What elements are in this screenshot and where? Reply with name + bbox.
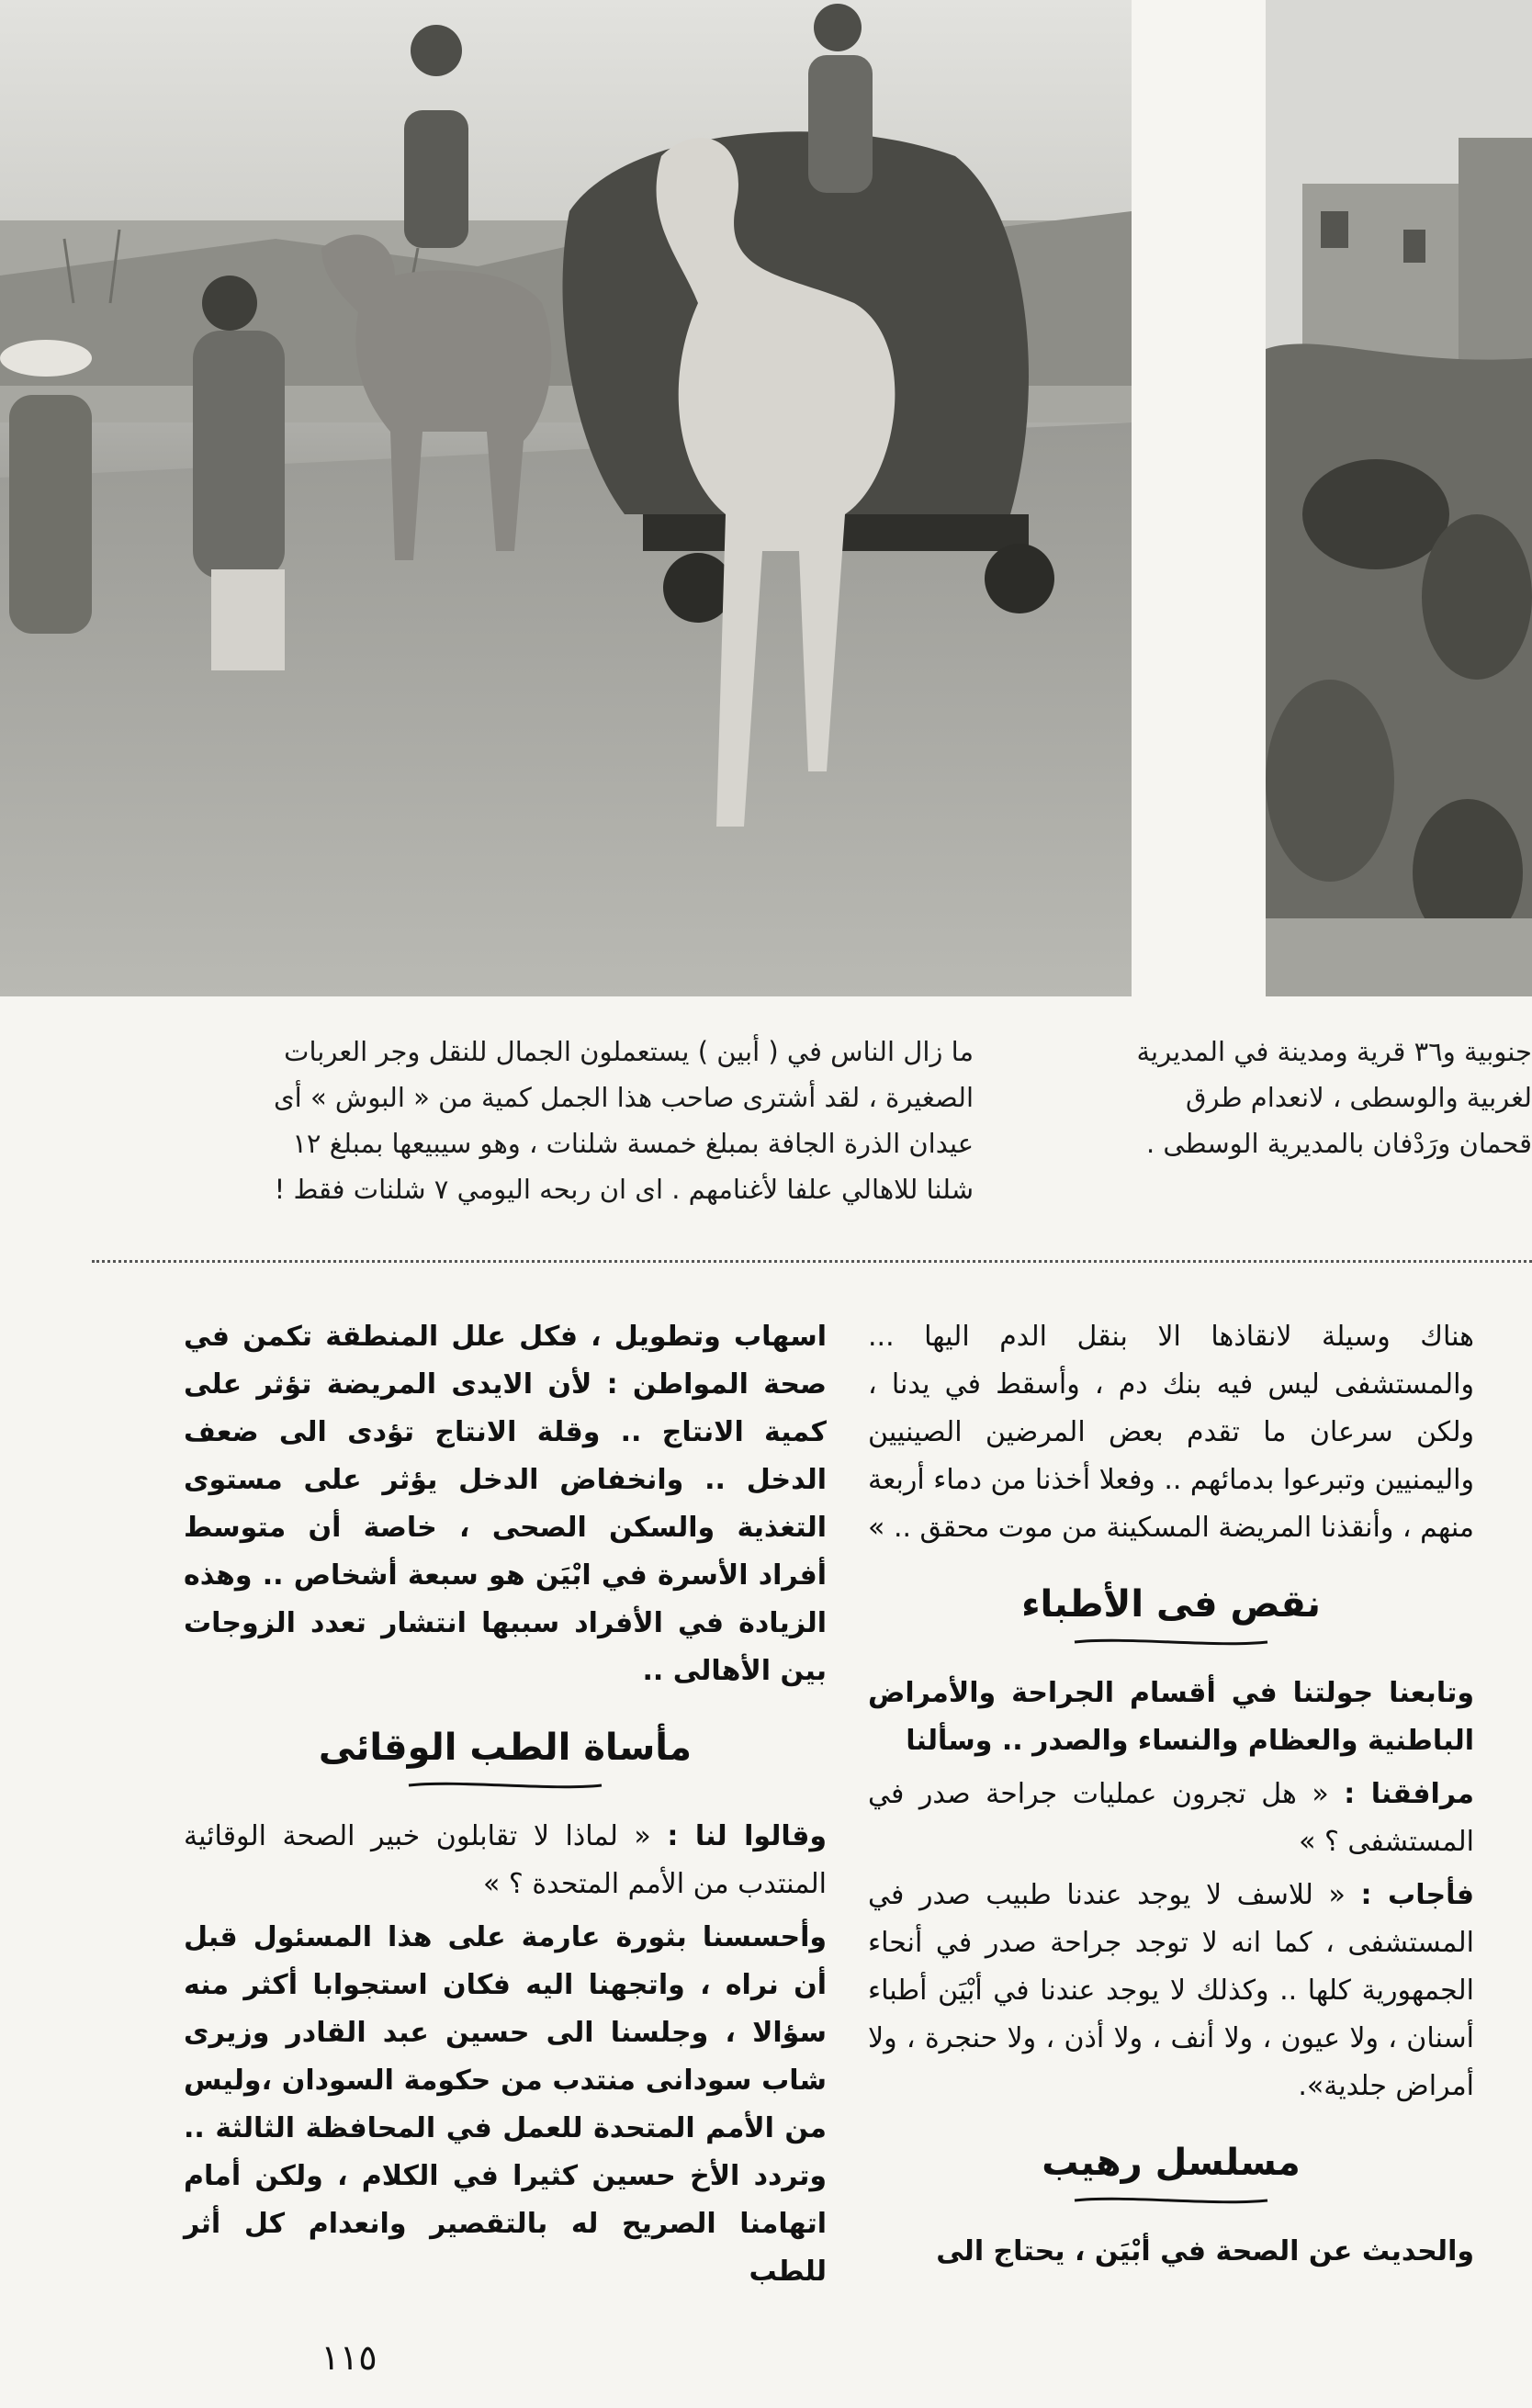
caption-side-line: قحمان ورَدْفان بالمديرية الوسطى . <box>1145 1128 1532 1159</box>
heading-swash-icon <box>1070 1635 1272 1649</box>
caption-main-line: ما زال الناس في ( أبين ) يستعملون الجمال للنقل وجر العربات <box>284 1036 974 1067</box>
article-column-right <box>868 1313 1474 2281</box>
caption-main-line: الصغيرة ، لقد أشترى صاحب هذا الجمل كمية من « البوش » أى <box>273 1082 974 1113</box>
quote-text: « للاسف لا يوجد عندنا طبيب صدر في المستشفى ، كما انه لا توجد جراحة صدر في أنحاء الجمهورية كلها .. وكذلك لا يوجد عندنا في أبْيَن أطباء أسنان ، ولا عيون ، ولا أنف ، ولا أذن ، ولا حنجرة ، ولا أمراض جلدية». <box>868 1879 1474 2102</box>
section-heading-text: مسلسل رهيب <box>1042 2142 1301 2184</box>
heading-swash-icon <box>1070 2193 1272 2208</box>
speaker-label: فأجاب : <box>1360 1879 1475 1911</box>
photo-town-cactus-icon <box>1266 0 1532 996</box>
paragraph <box>868 1872 1474 2110</box>
caption-main <box>87 1029 974 1212</box>
section-heading-preventive-medicine <box>184 1721 827 1793</box>
quote-text: « هل تجرون عمليات جراحة صدر في المستشفى ؟ » <box>868 1778 1474 1858</box>
caption-side-line: لغربية والوسطى ، لانعدام طرق <box>1186 1082 1532 1113</box>
photo-camels-road <box>0 0 1132 996</box>
paragraph <box>184 1813 827 1908</box>
speaker-label: وقالوا لنا : <box>667 1820 827 1852</box>
section-heading-text: مأساة الطب الوقائى <box>318 1727 693 1769</box>
paragraph: وأحسسنا بثورة عارمة على هذا المسئول قبل أن نراه ، واتجهنا اليه فكان استجوابا أكثر منه سؤالا ، وجلسنا الى حسين عبد القادر وزيرى شاب سودانى منتدب من حكومة السودان ،وليس من الأمم المتحدة للعمل في المحافظة الثالثة .. وتردد الأخ حسين كثيرا في الكلام ، ولكن أمام اتهامنا الصريح له بالتقصير وانعدام كل أثر للطب <box>184 1921 827 2288</box>
paragraph: والحديث عن الصحة في أبْيَن ، يحتاج الى <box>936 2235 1474 2267</box>
paragraph: وتابعنا جولتنا في أقسام الجراحة والأمراض الباطنية والعظام والنساء والصدر .. وسألنا <box>868 1677 1474 1757</box>
photo-town-cactus <box>1266 0 1532 996</box>
section-heading-terrible-series <box>868 2136 1474 2208</box>
heading-swash-icon <box>404 1778 606 1793</box>
paragraph <box>868 1771 1474 1866</box>
caption-side <box>1070 1029 1532 1166</box>
section-heading-doctor-shortage <box>868 1578 1474 1649</box>
caption-main-line: شلنا للاهالي علفا لأغنامهم . اى ان ربحه اليومي ٧ شلنات فقط ! <box>274 1174 974 1205</box>
paragraph: اسهاب وتطويل ، فكل علل المنطقة تكمن في صحة المواطن : لأن الايدى المريضة تؤثر على كمية الانتاج .. وقلة الانتاج تؤدى الى ضعف الدخل .. وانخفاض الدخل يؤثر على مستوى التغذية والسكن الصحى ، خاصة أن متوسط أفراد الأسرة في ابْيَن هو سبعة أشخاص .. وهذه الزيادة في الأفراد سببها انتشار تعدد الزوجات بين الأهالى .. <box>184 1321 827 1687</box>
speaker-label: مرافقنا : <box>1344 1778 1474 1810</box>
dotted-divider <box>92 1260 1532 1263</box>
caption-main-line: عيدان الذرة الجافة بمبلغ خمسة شلنات ، وهو سيبيعها بمبلغ ١٢ <box>292 1128 974 1159</box>
paragraph: هناك وسيلة لانقاذها الا بنقل الدم اليها ... والمستشفى ليس فيه بنك دم ، وأسقط في يدنا ، ولكن سرعان ما تقدم بعض المرضين الصينيين واليمنيين وتبرعوا بدمائهم .. وفعلا أخذنا من دماء أربعة منهم ، وأنقذنا المريضة المسكينة من موت محقق .. » <box>868 1321 1474 1544</box>
article-column-left <box>184 1313 827 2301</box>
photo-camels-road-icon <box>0 0 1132 996</box>
caption-side-line: جنوبية و٣٦ قرية ومدينة في المديرية <box>1136 1036 1532 1067</box>
section-heading-text: نقص فى الأطباء <box>1021 1583 1321 1626</box>
page-number: ١١٥ <box>321 2337 377 2378</box>
quote-text: « لماذا لا تقابلون خبير الصحة الوقائية المنتدب من الأمم المتحدة ؟ » <box>184 1820 827 1900</box>
